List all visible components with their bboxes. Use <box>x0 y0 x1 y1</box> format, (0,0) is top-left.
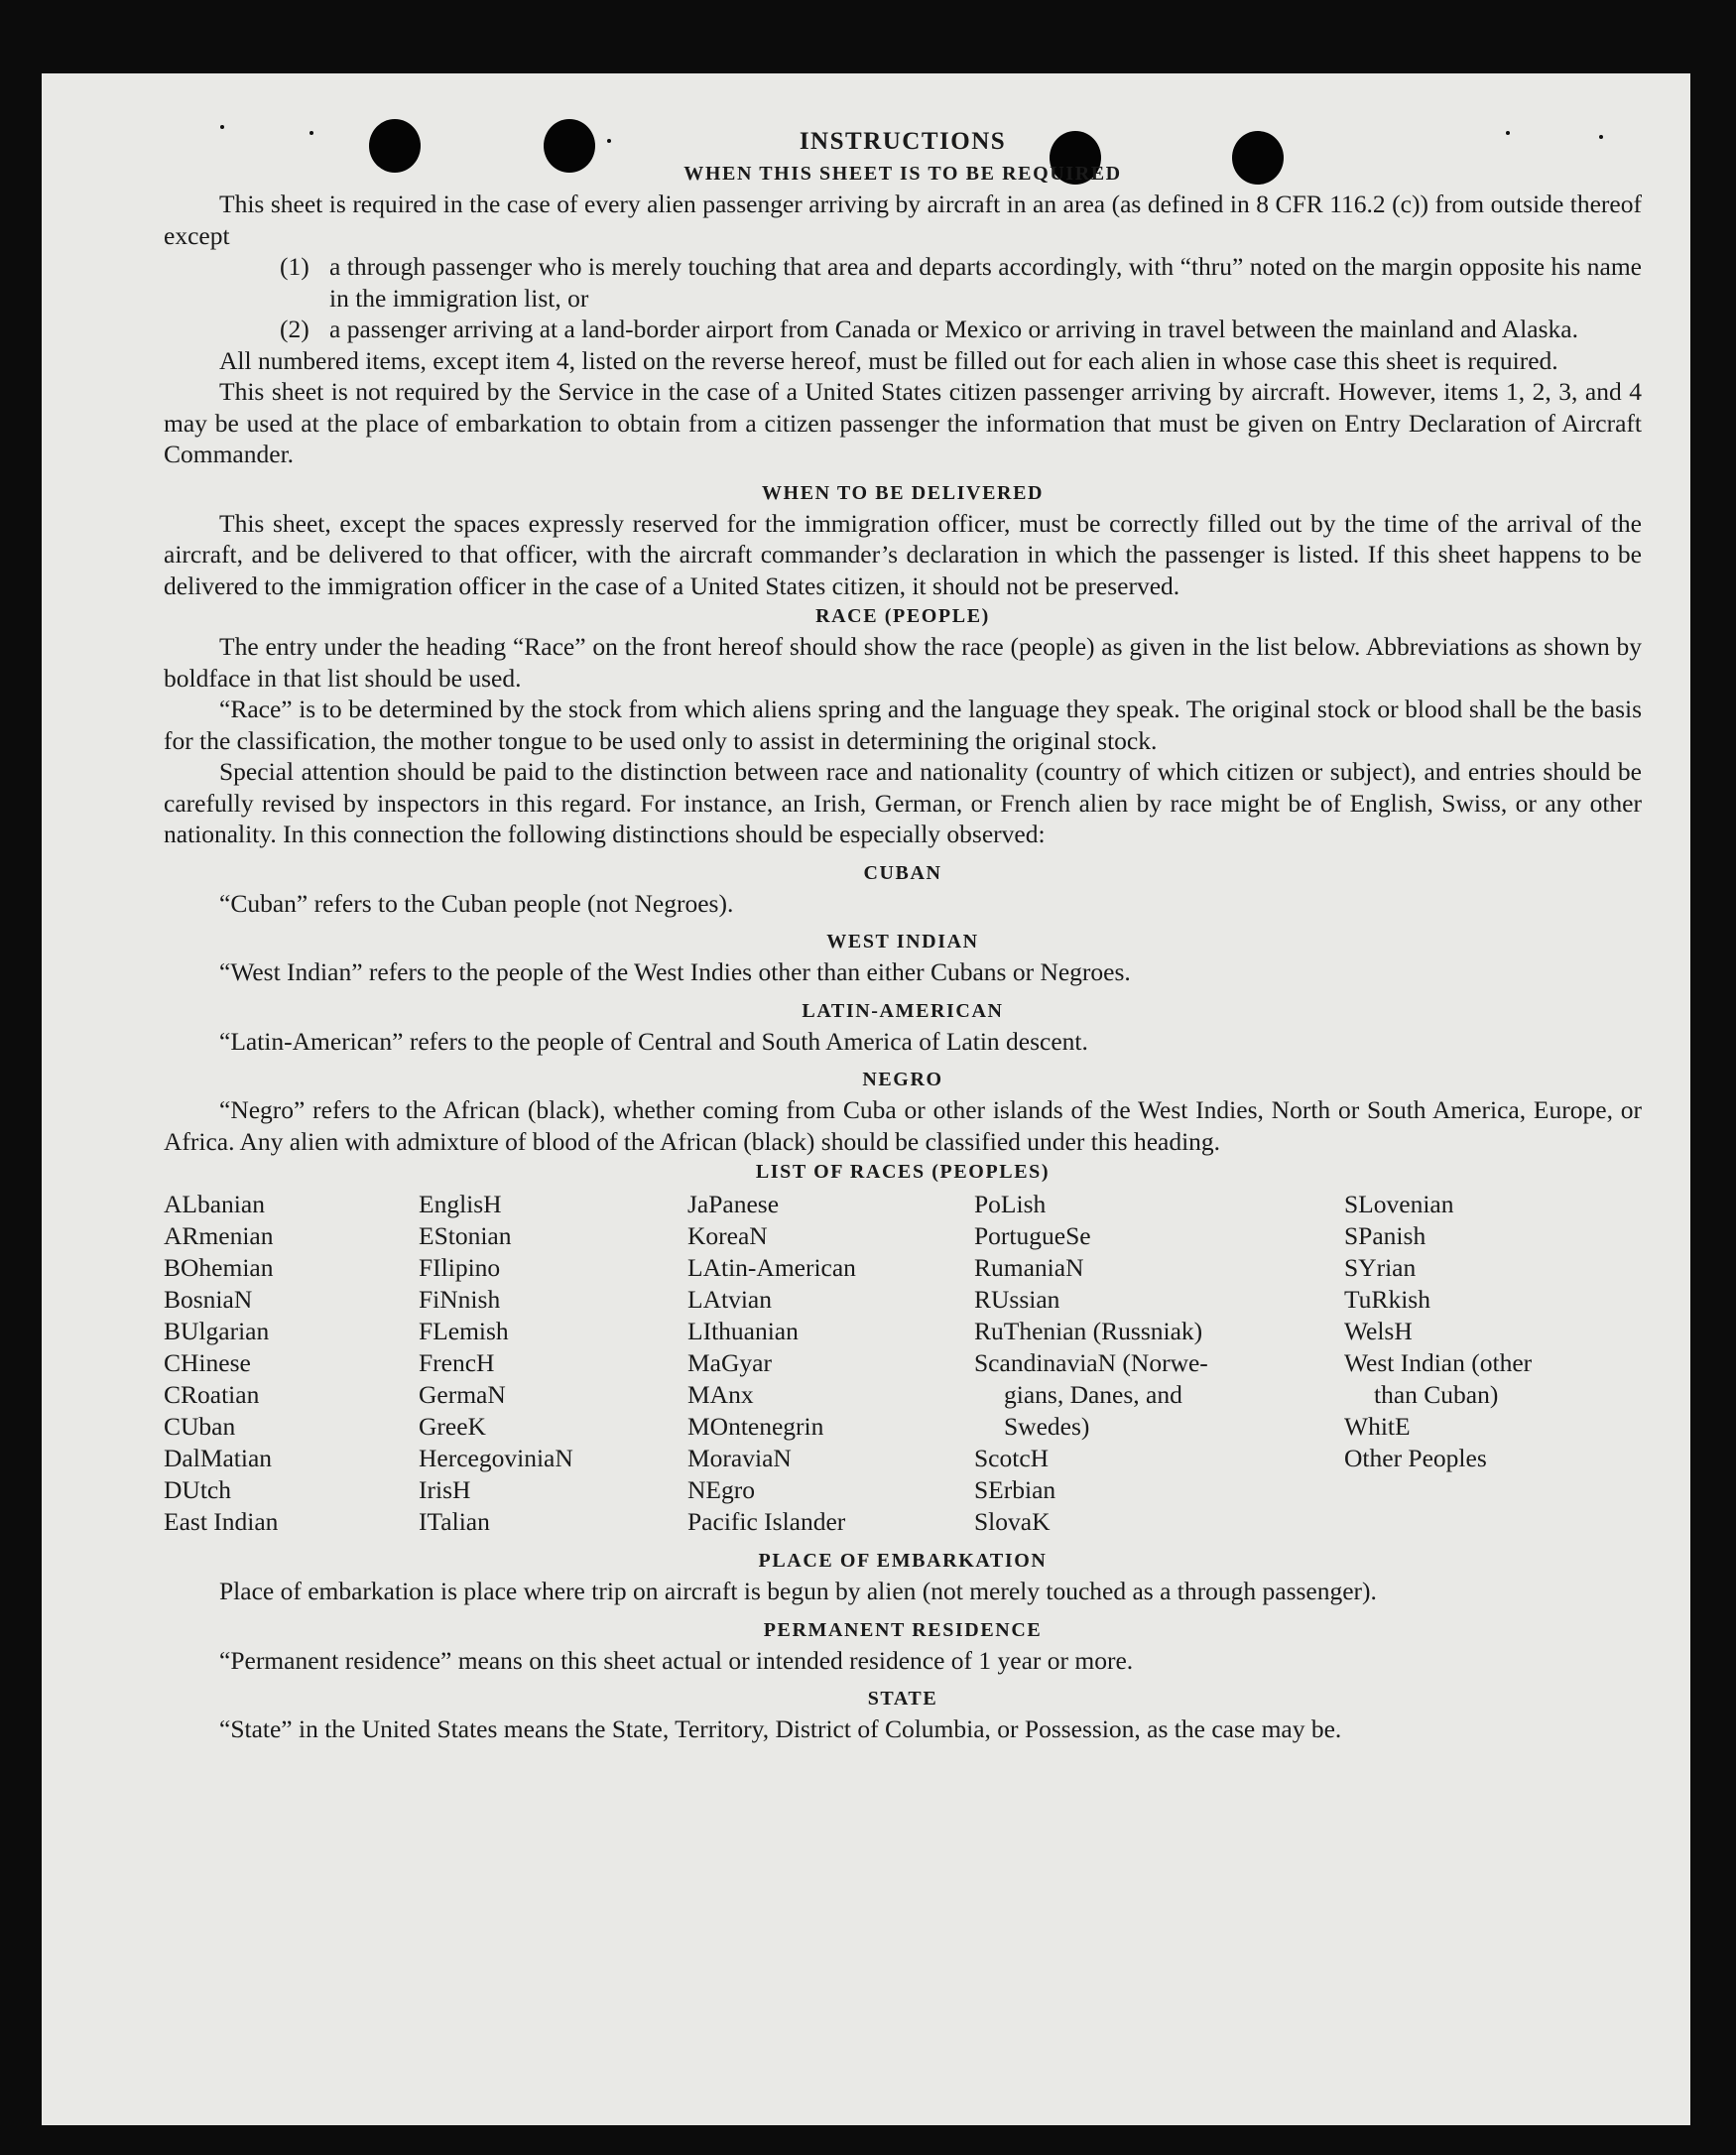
list-item: WelsH <box>1344 1317 1413 1345</box>
latin-american-text: “Latin-American” refers to the people of Central and South America of Latin descent. <box>219 1026 1088 1056</box>
list-item: BOhemian <box>164 1253 274 1282</box>
list-item: ScandinaviaN (Norwe- <box>974 1348 1208 1377</box>
embarkation-text: Place of embarkation is place where trip on aircraft is begun by alien (not merely touched as a through passenger). <box>219 1577 1377 1605</box>
heading-cuban: CUBAN <box>863 861 942 884</box>
list-item: MAnx <box>687 1380 754 1409</box>
heading-latin-american: LATIN-AMERICAN <box>802 999 1004 1022</box>
heading-required: WHEN THIS SHEET IS TO BE REQUIRED <box>683 163 1122 185</box>
instructions-content <box>164 125 1642 1745</box>
list-item: TuRkish <box>1344 1285 1430 1314</box>
list-item: PortugueSe <box>974 1221 1091 1250</box>
item-number: (2) <box>280 315 310 343</box>
list-item: Swedes) <box>1004 1412 1090 1441</box>
page-title: INSTRUCTIONS <box>799 128 1007 155</box>
races-column-2 <box>419 1189 687 1538</box>
list-item: LAtvian <box>687 1285 772 1314</box>
list-item: gians, Danes, and <box>1004 1380 1182 1409</box>
list-item: GreeK <box>419 1412 486 1441</box>
list-item: MaGyar <box>687 1348 772 1377</box>
list-item-2 <box>164 314 1642 345</box>
state-text: “State” in the United States means the State, Territory, District of Columbia, or Possession, as the case may be. <box>219 1714 1342 1743</box>
list-item: SLovenian <box>1344 1190 1454 1218</box>
races-column-3 <box>687 1189 974 1538</box>
list-item: WhitE <box>1344 1412 1411 1441</box>
list-item: SPanish <box>1344 1221 1426 1250</box>
races-column-1 <box>164 1189 419 1538</box>
heading-embarkation: PLACE OF EMBARKATION <box>758 1550 1048 1572</box>
heading-list-of-races: LIST OF RACES (PEOPLES) <box>755 1161 1051 1183</box>
list-item: FLemish <box>419 1317 509 1345</box>
list-item: FrencH <box>419 1348 495 1377</box>
list-item: Pacific Islander <box>687 1507 846 1536</box>
list-item: IrisH <box>419 1475 471 1504</box>
list-item: EnglisH <box>419 1190 502 1218</box>
list-item: PoLish <box>974 1190 1047 1218</box>
citizen-paragraph: This sheet is not required by the Service in the case of a United States citizen passenger arriving by aircraft. However, items 1, 2, 3, and 4 may be used at the place of embarkation to obtain from a citizen passenger the information that must be given on Entry Declaration of Aircraft Commander. <box>164 377 1642 468</box>
list-item: DUtch <box>164 1475 231 1504</box>
list-item: MOntenegrin <box>687 1412 824 1441</box>
cuban-text: “Cuban” refers to the Cuban people (not Negroes). <box>219 888 734 918</box>
heading-west-indian: WEST INDIAN <box>826 931 979 952</box>
list-item: SlovaK <box>974 1507 1051 1536</box>
item-text: a passenger arriving at a land-border airport from Canada or Mexico or arriving in travel between the mainland and Alaska. <box>329 315 1578 343</box>
list-item: than Cuban) <box>1374 1380 1499 1409</box>
races-column-4 <box>974 1189 1344 1538</box>
list-item: RUssian <box>974 1285 1060 1314</box>
list-item: RuThenian (Russniak) <box>974 1317 1203 1345</box>
list-item: FIlipino <box>419 1253 501 1282</box>
negro-text: “Negro” refers to the African (black), whether coming from Cuba or other islands of the West Indies, North or South America, Europe, or Africa. Any alien with admixture of blood of the African (black) should be classified under this heading. <box>164 1095 1642 1156</box>
list-item: LIthuanian <box>687 1317 799 1345</box>
list-item: SYrian <box>1344 1253 1417 1282</box>
list-item: LAtin-American <box>687 1253 856 1282</box>
race-paragraph-1: The entry under the heading “Race” on the front hereof should show the race (people) as given in the list below. Abbreviations as shown by boldface in that list should be used. <box>164 632 1642 693</box>
list-item: CRoatian <box>164 1380 260 1409</box>
list-item: West Indian (other <box>1344 1348 1533 1377</box>
list-item: BUlgarian <box>164 1317 270 1345</box>
required-paragraph: This sheet is required in the case of every alien passenger arriving by aircraft in an area (as defined in 8 CFR 116.2 (c)) from outside thereof except <box>164 190 1642 250</box>
race-paragraph-3: Special attention should be paid to the distinction between race and nationality (country of which citizen or subject), and entries should be carefully revised by inspectors in this regard. For instance, an Irish, German, or French alien by race might be of English, Swiss, or any other nationality. In this connection the following distinctions should be especially observed: <box>164 757 1642 848</box>
west-indian-text: “West Indian” refers to the people of the West Indies other than either Cubans or Negroes. <box>219 957 1131 986</box>
list-item: ScotcH <box>974 1444 1050 1472</box>
list-item: GermaN <box>419 1380 506 1409</box>
list-item: SErbian <box>974 1475 1056 1504</box>
list-item: ARmenian <box>164 1221 274 1250</box>
list-item: BosniaN <box>164 1285 253 1314</box>
heading-permanent-residence: PERMANENT RESIDENCE <box>763 1618 1043 1641</box>
list-item: East Indian <box>164 1507 279 1536</box>
heading-race: RACE (PEOPLE) <box>815 605 990 627</box>
races-list <box>164 1189 1642 1538</box>
list-item: Other Peoples <box>1344 1444 1487 1472</box>
item-number: (1) <box>280 252 310 281</box>
list-item: JaPanese <box>687 1190 780 1218</box>
heading-delivered: WHEN TO BE DELIVERED <box>761 481 1045 504</box>
item-text: a through passenger who is merely touching that area and departs accordingly, with “thru” noted on the margin opposite his name in the immigration list, or <box>329 252 1642 313</box>
heading-negro: NEGRO <box>862 1069 943 1090</box>
list-item: KoreaN <box>687 1221 768 1250</box>
list-item: MoraviaN <box>687 1444 792 1472</box>
list-item: NEgro <box>687 1475 755 1504</box>
numbered-items-paragraph: All numbered items, except item 4, listed on the reverse hereof, must be filled out for each alien in whose case this sheet is required. <box>219 345 1558 375</box>
list-item: ALbanian <box>164 1190 265 1218</box>
delivered-paragraph: This sheet, except the spaces expressly reserved for the immigration officer, must be correctly filled out by the time of the arrival of the aircraft, and be delivered to that officer, with the aircraft commander’s declaration in which the passenger is listed. If this sheet happens to be delivered to the immigration officer in the case of a United States citizen, it should not be preserved. <box>164 508 1642 600</box>
list-item: CHinese <box>164 1348 251 1377</box>
list-item: DalMatian <box>164 1444 273 1472</box>
list-item: CUban <box>164 1412 236 1441</box>
list-item-1 <box>164 251 1642 314</box>
document-page <box>42 73 1690 2125</box>
list-item: HercegoviniaN <box>419 1444 573 1472</box>
list-item: FiNnish <box>419 1285 501 1314</box>
list-item: RumaniaN <box>974 1253 1084 1282</box>
list-item: EStonian <box>419 1221 512 1250</box>
heading-state: STATE <box>867 1688 938 1710</box>
permanent-residence-text: “Permanent residence” means on this sheet actual or intended residence of 1 year or more. <box>219 1645 1134 1675</box>
race-paragraph-2: “Race” is to be determined by the stock from which aliens spring and the language they speak. The original stock or blood shall be the basis for the classification, the mother tongue to be used only to assist in determining the original stock. <box>164 695 1642 755</box>
list-item: ITalian <box>419 1507 490 1536</box>
races-column-5 <box>1344 1189 1642 1538</box>
